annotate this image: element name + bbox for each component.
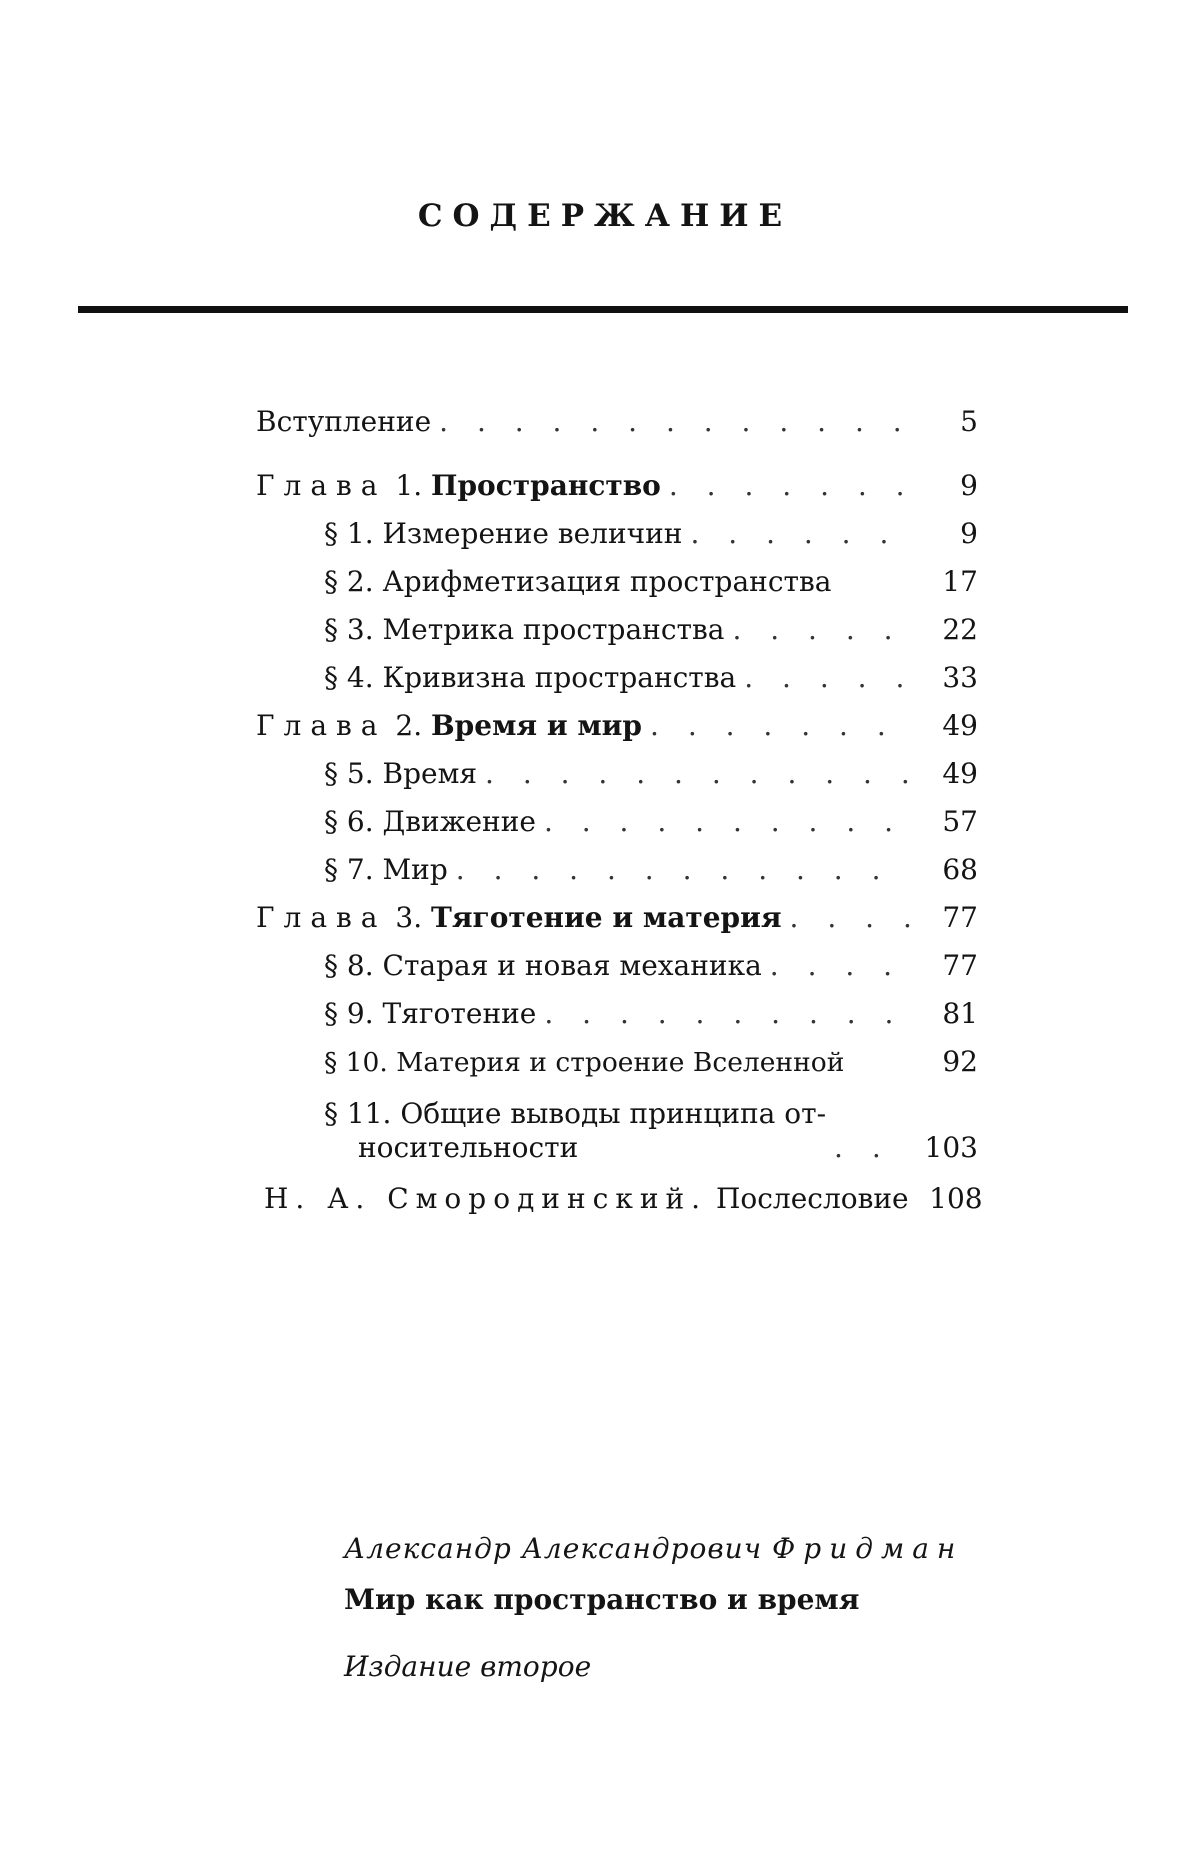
chapter-number: 1.	[395, 469, 423, 502]
toc-page-number: 57	[942, 805, 978, 838]
toc-section-8[interactable]	[256, 942, 978, 990]
toc-section-10[interactable]	[256, 1038, 978, 1087]
toc-chapter-2[interactable]	[256, 702, 978, 750]
chapter-number: 3.	[395, 901, 423, 934]
toc-section-7[interactable]	[256, 846, 978, 894]
divider-rule	[78, 306, 1128, 313]
toc-chapter-1[interactable]	[256, 462, 978, 510]
chapter-title: Время и мир	[431, 709, 643, 742]
page-title: СОДЕРЖАНИЕ	[417, 198, 793, 234]
toc-section-4[interactable]	[256, 654, 978, 702]
chapter-prefix: Глава	[256, 901, 387, 934]
toc-page-number: 77	[942, 949, 978, 982]
dot-leader	[790, 894, 912, 942]
colophon-author	[344, 1532, 963, 1565]
toc-page-number: 92	[942, 1045, 978, 1078]
toc-page-number: 49	[942, 709, 978, 742]
chapter-title: Пространство	[431, 469, 661, 502]
toc-entry-title: § 4. Кривизна пространства	[324, 661, 737, 694]
toc-entry-title	[256, 894, 782, 942]
toc-entry-title: § 9. Тяготение	[324, 997, 537, 1030]
toc-entry-title	[256, 1097, 826, 1165]
toc-page-number: 22	[942, 613, 978, 646]
toc-entry-title	[256, 1175, 909, 1223]
toc-section-3[interactable]	[256, 606, 978, 654]
table-of-contents	[256, 398, 983, 1223]
toc-page-number: 81	[942, 997, 978, 1030]
toc-entry-title: § 10. Материя и строение Вселенной	[324, 1047, 845, 1078]
toc-page-number: 77	[942, 901, 978, 934]
author-surname: Фридман	[772, 1532, 964, 1565]
toc-section-1[interactable]	[256, 510, 978, 558]
colophon-book-title: Мир как пространство и время	[344, 1583, 860, 1616]
toc-page-number: 9	[960, 517, 978, 550]
toc-page-number: 33	[942, 661, 978, 694]
toc-page-number: 17	[942, 565, 978, 598]
dot-leader	[456, 846, 912, 894]
toc-entry-title	[256, 702, 642, 750]
toc-page-number: 49	[942, 757, 978, 790]
chapter-prefix: Глава	[256, 709, 387, 742]
toc-section-11[interactable]	[256, 1097, 978, 1165]
toc-entry-title-line-1: § 11. Общие выводы принципа от-	[324, 1097, 827, 1130]
toc-chapter-3[interactable]	[256, 894, 978, 942]
toc-entry-title: § 1. Измерение величин	[324, 517, 683, 550]
chapter-prefix: Глава	[256, 469, 387, 502]
chapter-title: Тяготение и материя	[431, 901, 782, 934]
toc-page-number: 108	[929, 1182, 983, 1215]
toc-section-9[interactable]	[256, 990, 978, 1038]
dot-leader	[834, 1131, 912, 1165]
dot-leader	[485, 750, 912, 798]
toc-section-5[interactable]	[256, 750, 978, 798]
toc-page-number: 9	[960, 469, 978, 502]
toc-entry-title: § 5. Время	[324, 757, 478, 790]
toc-entry-intro[interactable]	[256, 398, 978, 446]
dot-leader	[544, 990, 912, 1038]
toc-page-number: 103	[924, 1131, 978, 1164]
afterword-author: Н. А. Смородинский.	[264, 1182, 708, 1215]
toc-entry-title: § 8. Старая и новая механика	[324, 949, 762, 982]
dot-leader	[669, 462, 912, 510]
toc-entry-title: § 6. Движение	[324, 805, 536, 838]
toc-page-number: 5	[960, 405, 978, 438]
author-given-names: Александр Александрович	[344, 1532, 763, 1565]
dot-leader	[439, 398, 912, 446]
toc-section-6[interactable]	[256, 798, 978, 846]
toc-page-number: 68	[942, 853, 978, 886]
dot-leader	[690, 510, 912, 558]
dot-leader	[544, 798, 912, 846]
toc-section-2[interactable]	[256, 558, 978, 606]
dot-leader	[744, 654, 912, 702]
afterword-title: Послесловие	[715, 1182, 909, 1215]
dot-leader	[732, 606, 912, 654]
dot-leader	[650, 702, 912, 750]
dot-leader	[770, 942, 912, 990]
colophon	[344, 1532, 963, 1683]
toc-entry-title	[256, 462, 661, 510]
toc-entry-title: § 3. Метрика пространства	[324, 613, 725, 646]
toc-entry-title-line-2: носительности	[358, 1131, 579, 1164]
toc-entry-title: § 7. Мир	[324, 853, 448, 886]
chapter-number: 2.	[395, 709, 423, 742]
colophon-edition: Издание второе	[344, 1650, 592, 1683]
toc-entry-title: § 2. Арифметизация пространства	[324, 565, 832, 598]
toc-entry-afterword[interactable]	[256, 1175, 983, 1223]
toc-entry-title: Вступление	[256, 405, 432, 438]
